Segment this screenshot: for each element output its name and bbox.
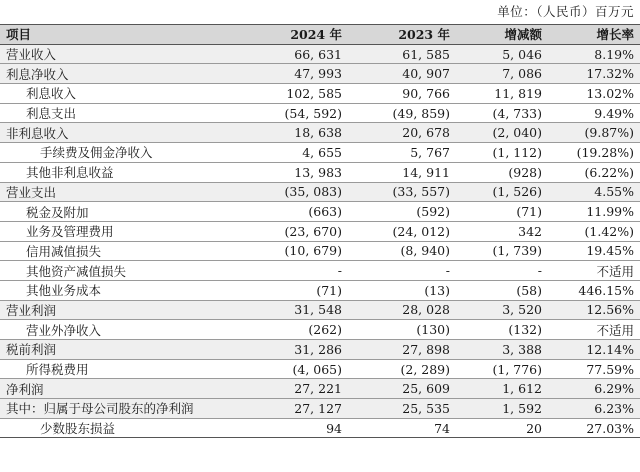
row-label: 营业外净收入	[0, 320, 238, 340]
value-growth-rate: 6.23%	[548, 399, 640, 419]
value-change: (71)	[456, 202, 548, 222]
value-2023: 27, 898	[348, 340, 456, 360]
value-growth-rate: (9.87%)	[548, 123, 640, 143]
value-change: -	[456, 261, 548, 281]
value-2023: (49, 859)	[348, 103, 456, 123]
table-row	[0, 379, 640, 399]
value-growth-rate: 12.14%	[548, 340, 640, 360]
table-row	[0, 103, 640, 123]
value-2024: (54, 592)	[238, 103, 348, 123]
value-growth-rate: 8.19%	[548, 44, 640, 64]
value-growth-rate: 9.49%	[548, 103, 640, 123]
value-2024: (663)	[238, 202, 348, 222]
value-2024: (35, 083)	[238, 182, 348, 202]
value-2023: 40, 907	[348, 64, 456, 84]
value-change: 1, 592	[456, 399, 548, 419]
value-2024: 13, 983	[238, 162, 348, 182]
value-change: 7, 086	[456, 64, 548, 84]
table-row	[0, 64, 640, 84]
value-2023: 20, 678	[348, 123, 456, 143]
value-2024: 27, 221	[238, 379, 348, 399]
row-label: 净利润	[0, 379, 238, 399]
value-2023: 90, 766	[348, 84, 456, 104]
value-2023: 74	[348, 418, 456, 438]
value-change: 20	[456, 418, 548, 438]
value-growth-rate: 17.32%	[548, 64, 640, 84]
value-growth-rate: 4.55%	[548, 182, 640, 202]
table-header-row	[0, 25, 640, 45]
value-2023: 14, 911	[348, 162, 456, 182]
header-2023: 2023 年	[348, 25, 456, 45]
value-growth-rate: 19.45%	[548, 241, 640, 261]
value-growth-rate: 77.59%	[548, 359, 640, 379]
value-2024: 31, 286	[238, 340, 348, 360]
value-2024: (23, 670)	[238, 221, 348, 241]
table-row	[0, 202, 640, 222]
value-change: 342	[456, 221, 548, 241]
value-2024: (262)	[238, 320, 348, 340]
value-growth-rate: 不适用	[548, 320, 640, 340]
row-label: 其他业务成本	[0, 280, 238, 300]
value-2024: 102, 585	[238, 84, 348, 104]
value-2023: (33, 557)	[348, 182, 456, 202]
value-growth-rate: (19.28%)	[548, 143, 640, 163]
table-row	[0, 300, 640, 320]
value-2023: 5, 767	[348, 143, 456, 163]
table-row	[0, 418, 640, 438]
value-growth-rate: 6.29%	[548, 379, 640, 399]
value-change: 5, 046	[456, 44, 548, 64]
row-label: 营业支出	[0, 182, 238, 202]
header-change: 增减额	[456, 25, 548, 45]
table-row	[0, 280, 640, 300]
value-2023: (130)	[348, 320, 456, 340]
table-row	[0, 44, 640, 64]
row-label: 其他非利息收益	[0, 162, 238, 182]
value-growth-rate: (6.22%)	[548, 162, 640, 182]
value-2023: 25, 609	[348, 379, 456, 399]
value-2024: 66, 631	[238, 44, 348, 64]
value-2024: 18, 638	[238, 123, 348, 143]
row-label: 少数股东损益	[0, 418, 238, 438]
value-growth-rate: 446.15%	[548, 280, 640, 300]
value-change: (1, 526)	[456, 182, 548, 202]
table-row	[0, 143, 640, 163]
row-label: 税金及附加	[0, 202, 238, 222]
value-growth-rate: (1.42%)	[548, 221, 640, 241]
value-2023: (592)	[348, 202, 456, 222]
row-label: 利息支出	[0, 103, 238, 123]
table-body	[0, 44, 640, 438]
value-growth-rate: 27.03%	[548, 418, 640, 438]
row-label: 税前利润	[0, 340, 238, 360]
value-change: (928)	[456, 162, 548, 182]
row-label: 信用减值损失	[0, 241, 238, 261]
table-row	[0, 221, 640, 241]
value-2024: 27, 127	[238, 399, 348, 419]
row-label: 其中：归属于母公司股东的净利润	[0, 399, 238, 419]
value-2023: (8, 940)	[348, 241, 456, 261]
value-2024: -	[238, 261, 348, 281]
unit-note: 单位：（人民币）百万元	[497, 4, 634, 19]
value-change: 11, 819	[456, 84, 548, 104]
table-row	[0, 340, 640, 360]
row-label: 利息收入	[0, 84, 238, 104]
table-row	[0, 123, 640, 143]
value-2023: -	[348, 261, 456, 281]
value-2024: 94	[238, 418, 348, 438]
table-row	[0, 182, 640, 202]
value-change: (4, 733)	[456, 103, 548, 123]
value-2024: (10, 679)	[238, 241, 348, 261]
value-change: 1, 612	[456, 379, 548, 399]
value-change: (1, 112)	[456, 143, 548, 163]
value-2023: 61, 585	[348, 44, 456, 64]
value-growth-rate: 12.56%	[548, 300, 640, 320]
value-growth-rate: 13.02%	[548, 84, 640, 104]
header-item: 项目	[0, 25, 238, 45]
value-2023: (2, 289)	[348, 359, 456, 379]
value-growth-rate: 11.99%	[548, 202, 640, 222]
row-label: 手续费及佣金净收入	[0, 143, 238, 163]
value-2024: 4, 655	[238, 143, 348, 163]
row-label: 所得税费用	[0, 359, 238, 379]
value-2023: (13)	[348, 280, 456, 300]
row-label: 利息净收入	[0, 64, 238, 84]
value-2023: (24, 012)	[348, 221, 456, 241]
value-change: 3, 388	[456, 340, 548, 360]
value-change: (58)	[456, 280, 548, 300]
value-2024: 31, 548	[238, 300, 348, 320]
value-change: (132)	[456, 320, 548, 340]
value-change: 3, 520	[456, 300, 548, 320]
table-row	[0, 359, 640, 379]
table-row	[0, 261, 640, 281]
row-label: 营业利润	[0, 300, 238, 320]
value-2023: 25, 535	[348, 399, 456, 419]
header-growth-rate: 增长率	[548, 25, 640, 45]
table-row	[0, 162, 640, 182]
value-2024: 47, 993	[238, 64, 348, 84]
value-growth-rate: 不适用	[548, 261, 640, 281]
row-label: 其他资产减值损失	[0, 261, 238, 281]
table-row	[0, 84, 640, 104]
row-label: 非利息收入	[0, 123, 238, 143]
value-change: (1, 776)	[456, 359, 548, 379]
header-2024: 2024 年	[238, 25, 348, 45]
value-change: (2, 040)	[456, 123, 548, 143]
table-row	[0, 241, 640, 261]
value-change: (1, 739)	[456, 241, 548, 261]
row-label: 营业收入	[0, 44, 238, 64]
income-statement-table	[0, 24, 640, 438]
value-2024: (71)	[238, 280, 348, 300]
value-2023: 28, 028	[348, 300, 456, 320]
table-row	[0, 320, 640, 340]
row-label: 业务及管理费用	[0, 221, 238, 241]
value-2024: (4, 065)	[238, 359, 348, 379]
table-row	[0, 399, 640, 419]
